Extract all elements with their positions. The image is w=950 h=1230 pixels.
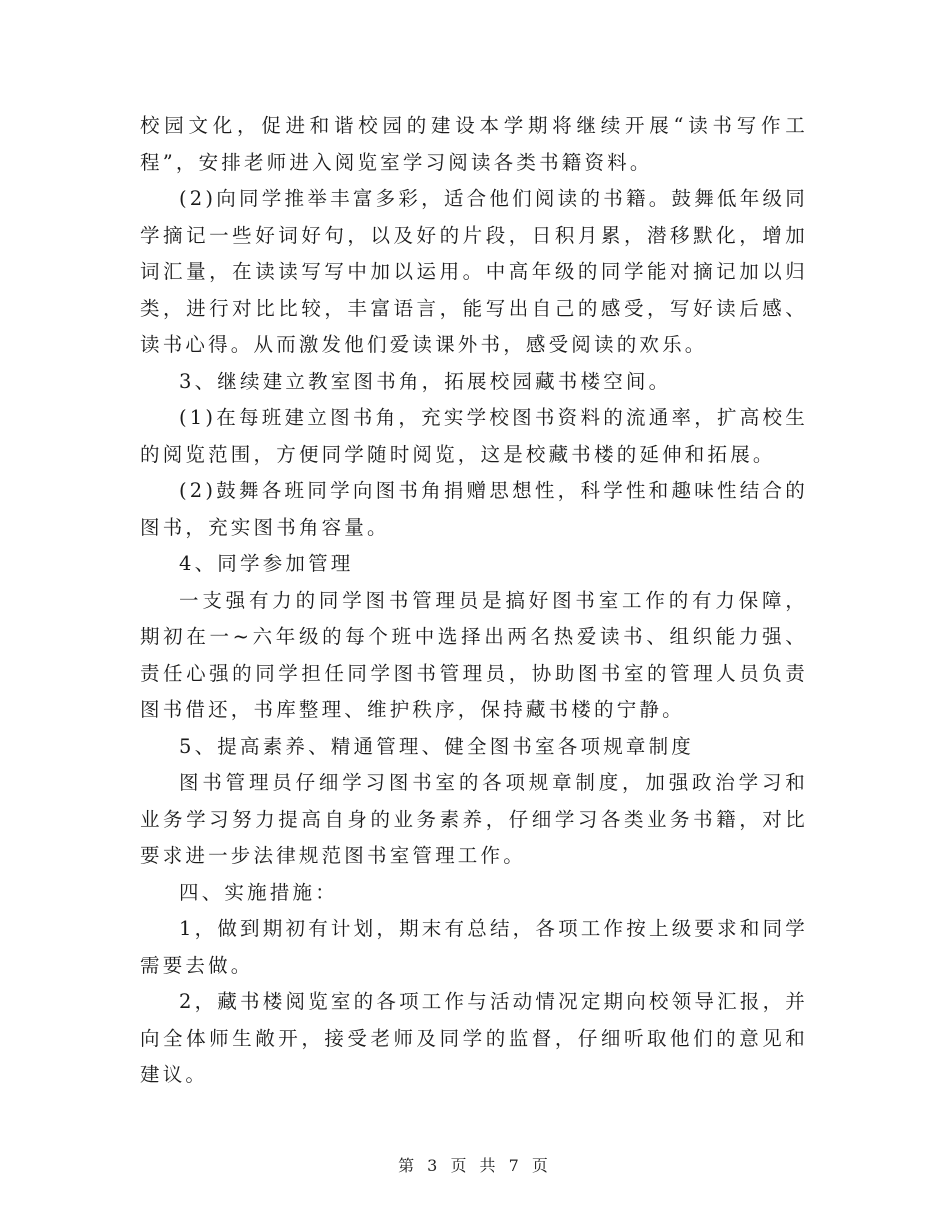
page-number-footer: 第 3 页 共 7 页: [398, 1156, 552, 1175]
paragraph-12: 2，藏书楼阅览室的各项工作与活动情况定期向校领导汇报，并向全体师生敞开，接受老师及同学的监督，仔细听取他们的意见和建议。: [140, 990, 808, 1086]
page-body: [140, 108, 808, 1094]
section-heading-4: 4、同学参加管理: [179, 552, 354, 575]
paragraph-9: 图书管理员仔细学习图书室的各项规章制度，加强政治学习和业务学习努力提高自身的业务素养，仔细学习各类业务书籍，对比要求进一步法律规范图书室管理工作。: [140, 771, 808, 867]
paragraph-1: 校园文化，促进和谐校园的建设本学期将继续开展“读书写作工程”，安排老师进入阅览室学习阅读各类书籍资料。: [140, 114, 808, 174]
paragraph-4: (1)在每班建立图书角，充实学校图书资料的流通率，扩高校生的阅览范围，方便同学随时阅览，这是校藏书楼的延伸和拓展。: [140, 406, 808, 466]
paragraph-11: 1，做到期初有计划，期末有总结，各项工作按上级要求和同学需要去做。: [140, 917, 808, 977]
section-heading-measures: 四、实施措施：: [179, 880, 338, 904]
paragraph-7: 一支强有力的同学图书管理员是搞好图书室工作的有力保障，期初在一~六年级的每个班中选择出两名热爱读书、组织能力强、责任心强的同学担任同学图书管理员，协助图书室的管理人员负责图书借还，书库整理、维护秩序，保持藏书楼的宁静。: [140, 588, 808, 721]
section-heading-3: 3、继续建立教室图书角，拓展校园藏书楼空间。: [179, 369, 672, 393]
paragraph-5: (2)鼓舞各班同学向图书角捐赠思想性，科学性和趣味性结合的图书，充实图书角容量。: [140, 479, 808, 539]
section-heading-5: 5、提高素养、精通管理、健全图书室各项规章制度: [179, 734, 695, 758]
paragraph-2: (2)向同学推举丰富多彩，适合他们阅读的书籍。鼓舞低年级同学摘记一些好词好句，以及好的片段，日积月累，潜移默化，增加词汇量，在读读写写中加以运用。中高年级的同学能对摘记加以归类，进行对比比较，丰富语言，能写出自己的感受，写好读后感、读书心得。从而激发他们爱读课外书，感受阅读的欢乐。: [140, 187, 808, 356]
